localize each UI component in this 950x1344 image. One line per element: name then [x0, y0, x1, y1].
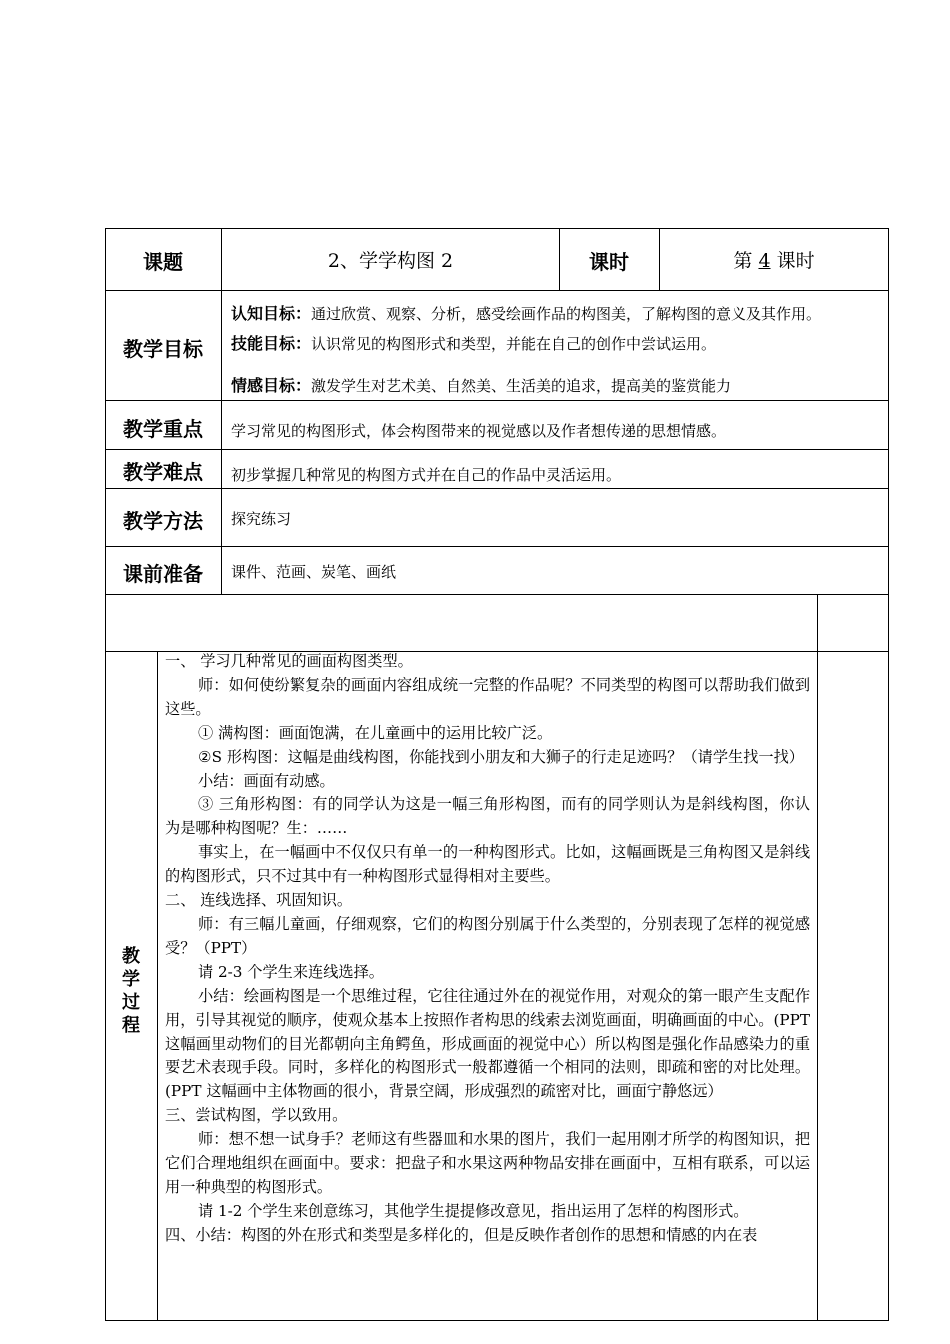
column-divider — [221, 228, 222, 595]
topic-value — [222, 246, 559, 273]
process-label — [121, 945, 141, 1037]
row-divider — [105, 400, 889, 401]
row-divider — [105, 546, 889, 547]
objective-emotion-label: 情感目标： — [231, 376, 312, 395]
preparation-label: 课前准备 — [123, 562, 203, 586]
objective-skill-label: 技能目标： — [231, 334, 312, 353]
process-paragraph: 二、 连线选择、巩固知识。 — [165, 891, 353, 910]
objective-cognitive-label: 认知目标： — [231, 304, 312, 323]
process-paragraph: ① 满构图：画面饱满，在儿童画中的运用比较广泛。 — [198, 723, 553, 742]
process-paragraph: ③ 三角形构图：有的同学认为这是一幅三角形构图，而有的同学则认为是斜线构图，你认为是哪种构图呢？生：…… — [165, 795, 810, 838]
objective-skill — [231, 331, 716, 354]
process-label-char: 教 — [122, 946, 140, 967]
period-label: 课时 — [589, 250, 629, 274]
topic-value-text: 2、学学构图 2 — [327, 250, 454, 272]
table-border-right — [888, 228, 889, 1321]
objective-emotion-text: 激发学生对艺术美、自然美、生活美的追求，提高美的鉴赏能力 — [311, 377, 732, 395]
column-divider — [817, 594, 818, 1321]
topic-label: 课题 — [143, 250, 183, 274]
process-paragraph: 请 1-2 个学生来创意练习，其他学生提提修改意见，指出运用了怎样的构图形式。 — [198, 1201, 749, 1220]
process-paragraph: 师：有三幅儿童画，仔细观察，它们的构图分别属于什么类型的，分别表现了怎样的视觉感受？（PPT） — [165, 914, 810, 957]
period-suffix: 课时 — [770, 250, 815, 272]
objectives-label: 教学目标 — [123, 337, 203, 361]
column-divider — [157, 651, 158, 1321]
row-divider — [105, 449, 889, 450]
process-paragraph: 四、小结：构图的外在形式和类型是多样化的，但是反映作者创作的思想和情感的内在表 — [165, 1225, 758, 1244]
table-border-top — [105, 228, 889, 229]
period-prefix: 第 — [733, 250, 759, 272]
process-label-char: 程 — [122, 1015, 140, 1036]
process-paragraph: 请 2-3 个学生来连线选择。 — [198, 962, 384, 981]
process-paragraph: 一、 学习几种常见的画面构图类型。 — [165, 652, 413, 670]
process-label-char: 过 — [122, 992, 140, 1013]
row-divider — [105, 594, 889, 595]
process-paragraph: 师：如何使纷繁复杂的画面内容组成统一完整的作品呢？不同类型的构图可以帮助我们做到这些。 — [165, 675, 810, 718]
preparation-text: 课件、范画、炭笔、画纸 — [231, 563, 397, 581]
objective-skill-text: 认识常见的构图形式和类型，并能在自己的创作中尝试运用。 — [311, 335, 717, 353]
key-points-label: 教学重点 — [123, 417, 203, 441]
objective-cognitive — [231, 301, 821, 324]
process-paragraph: ②S 形构图：这幅是曲线构图，你能找到小朋友和大狮子的行走足迹吗？（请学生找一找） — [198, 747, 804, 766]
process-label-char: 学 — [122, 969, 140, 990]
key-points-text: 学习常见的构图形式，体会构图带来的视觉感以及作者想传递的思想情感。 — [231, 422, 727, 440]
objective-emotion — [231, 373, 731, 396]
table-border-bottom — [105, 1320, 889, 1321]
table-border-left — [105, 228, 106, 1321]
methods-text: 探究练习 — [231, 510, 292, 528]
period-number: 4 — [758, 250, 771, 272]
objective-cognitive-text: 通过欣赏、观察、分析，感受绘画作品的构图美，了解构图的意义及其作用。 — [311, 305, 822, 323]
difficulties-label: 教学难点 — [123, 460, 203, 484]
row-divider — [105, 488, 889, 489]
methods-label: 教学方法 — [123, 509, 203, 533]
process-paragraph: 三、尝试构图，学以致用。 — [165, 1106, 348, 1125]
process-paragraph: 事实上，在一幅画中不仅仅只有单一的一种构图形式。比如，这幅画既是三角构图又是斜线的构图形式，只不过其中有一种构图形式显得相对主要些。 — [165, 843, 810, 886]
process-paragraph: 师：想不想一试身手？老师这有些器皿和水果的图片，我们一起用刚才所学的构图知识，把它们合理地组织在画面中。要求：把盘子和水果这两种物品安排在画面中，互相有联系，可以运用一种典型的构图形式。 — [165, 1130, 810, 1196]
row-divider — [105, 290, 889, 291]
difficulties-text: 初步掌握几种常见的构图方式并在自己的作品中灵活运用。 — [231, 466, 622, 484]
process-paragraph: 小结：绘画构图是一个思维过程，它往往通过外在的视觉作用，对观众的第一眼产生支配作用，引导其视觉的顺序，使观众基本上按照作者构思的线索去浏览画面，明确画面的中心。(PPT 这幅画里动物们的目光都朝向主角鳄鱼，形成画面的视觉中心）所以构图是强化作品感染力的重要艺术表现手段。同时，多样化的构图形式一般都遵循一个相同的法则，即疏和密的对比处理。(PPT 这幅画中主体物画的很小，背景空阔，形成强烈的疏密对比，画面宁静悠远） — [165, 986, 810, 1101]
process-content — [165, 650, 810, 1248]
process-paragraph: 小结：画面有动感。 — [198, 771, 335, 790]
period-value — [660, 246, 888, 273]
